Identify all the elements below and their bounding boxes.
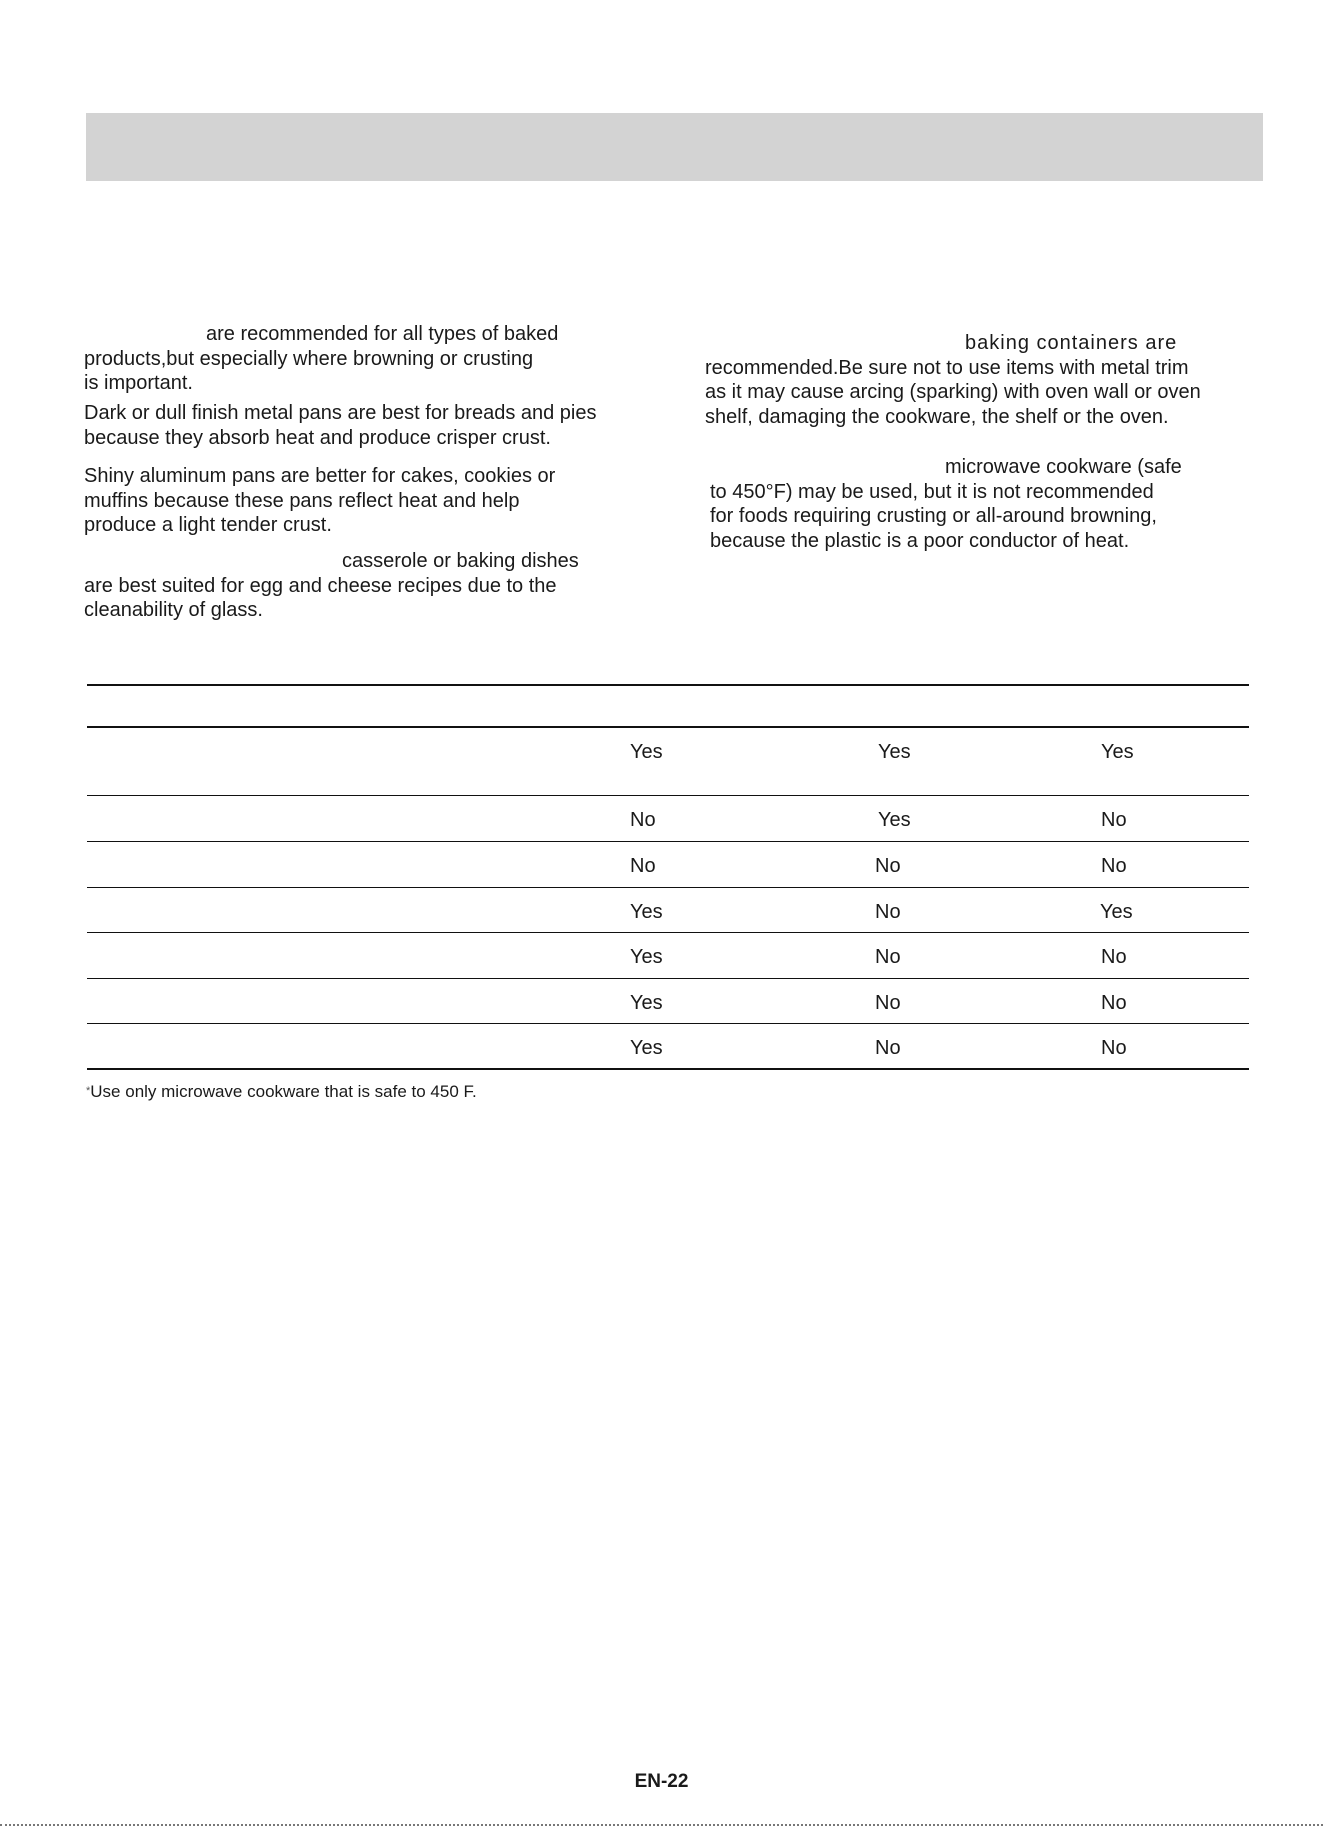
table-cell: No — [875, 992, 901, 1014]
text-line: as it may cause arcing (sparking) with oven wall or oven — [705, 381, 1201, 403]
section-header-bar — [86, 113, 1263, 181]
footnote-marker: * — [86, 1085, 91, 1097]
text-line: shelf, damaging the cookware, the shelf or the oven. — [705, 405, 1169, 428]
text-line: produce a light tender crust. — [84, 514, 332, 536]
table-header-rule — [87, 726, 1249, 728]
text-line: is important. — [84, 372, 193, 394]
table-cell: Yes — [878, 809, 911, 831]
text-line: because the plastic is a poor conductor of heat. — [710, 529, 1130, 552]
text-line: are recommended for all types of baked — [206, 323, 559, 345]
table-top-rule — [87, 684, 1249, 686]
text-line: recommended.Be sure not to use items with metal trim — [705, 356, 1189, 379]
text-line: baking containers are — [965, 332, 1178, 354]
text-line: to 450°F) may be used, but it is not recommended — [710, 480, 1154, 503]
table-cell: No — [1101, 1037, 1127, 1059]
table-cell: No — [1101, 809, 1127, 831]
text-line: Dark or dull finish metal pans are best for breads and pies — [84, 402, 597, 424]
left-paragraph-3 — [84, 464, 555, 538]
table-row-divider — [87, 841, 1249, 842]
table-row-divider — [87, 932, 1249, 933]
table-cell: No — [630, 809, 656, 831]
footnote-text: Use only microwave cookware that is safe to 450 F. — [90, 1082, 477, 1101]
table-cell: Yes — [630, 901, 663, 923]
text-line: cleanability of glass. — [84, 599, 263, 621]
table-cell: No — [1101, 855, 1127, 877]
page-number: EN-22 — [634, 1771, 689, 1792]
text-line: because they absorb heat and produce crisper crust. — [84, 426, 551, 449]
table-cell: No — [1101, 992, 1127, 1014]
text-line: Shiny aluminum pans are better for cakes, cookies or — [84, 465, 556, 487]
table-cell: No — [875, 901, 901, 923]
left-paragraph-1 — [84, 322, 558, 396]
text-line: muffins because these pans reflect heat and help — [84, 489, 520, 512]
table-cell: No — [630, 855, 656, 877]
text-line: are best suited for egg and cheese recipes due to the — [84, 574, 557, 597]
table-cell: Yes — [630, 992, 663, 1014]
table-footnote — [86, 1081, 477, 1102]
table-cell: Yes — [1101, 741, 1134, 763]
table-row-divider — [87, 887, 1249, 888]
table-cell: Yes — [878, 741, 911, 763]
table-cell: No — [875, 855, 901, 877]
table-cell: Yes — [630, 1037, 663, 1059]
left-paragraph-2 — [84, 401, 597, 450]
right-paragraph-2 — [710, 455, 1182, 553]
table-row-divider — [87, 795, 1249, 796]
text-line: products,but especially where browning or crusting — [84, 347, 534, 370]
table-cell: Yes — [630, 946, 663, 968]
table-cell: No — [875, 946, 901, 968]
text-line: for foods requiring crusting or all-around browning, — [710, 505, 1157, 527]
table-row-divider — [87, 1023, 1249, 1024]
table-row-divider — [87, 978, 1249, 979]
table-cell: No — [1101, 946, 1127, 968]
page-edge-dotted-rule — [0, 1824, 1323, 1826]
table-bottom-rule — [87, 1068, 1249, 1070]
text-line: microwave cookware (safe — [945, 456, 1182, 478]
table-cell: Yes — [1100, 901, 1133, 923]
text-line: casserole or baking dishes — [342, 550, 579, 572]
table-cell: No — [875, 1037, 901, 1059]
right-paragraph-1 — [705, 331, 1201, 429]
left-paragraph-4 — [84, 549, 579, 623]
table-cell: Yes — [630, 741, 663, 763]
